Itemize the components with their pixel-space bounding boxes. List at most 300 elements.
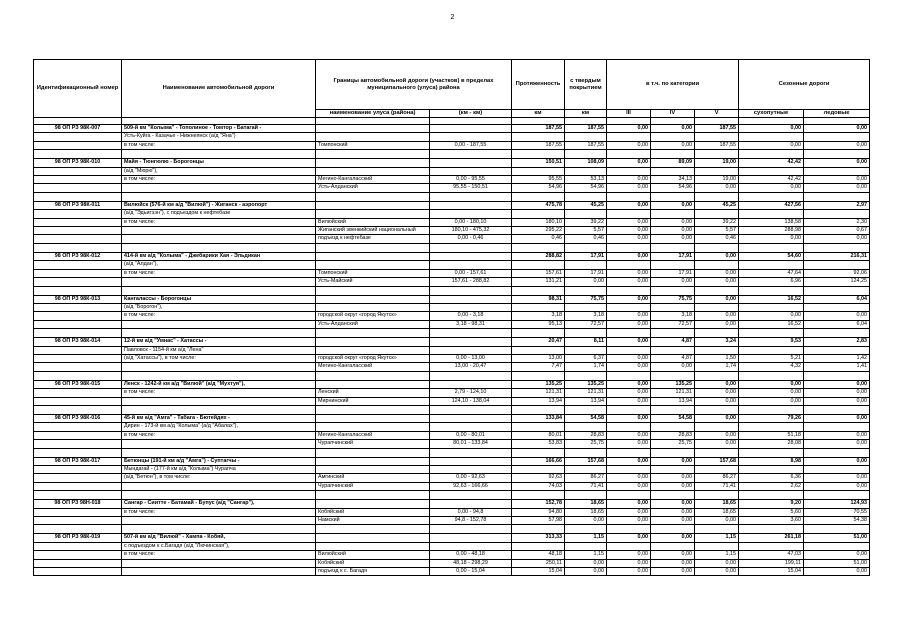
hard-km xyxy=(565,466,607,474)
spacer-cell xyxy=(512,243,565,252)
table-row xyxy=(34,414,870,422)
table-row xyxy=(34,466,870,474)
spacer-cell xyxy=(804,329,870,338)
cat5-km: 0,00 xyxy=(695,440,739,448)
cat5-km: 3,24 xyxy=(695,338,739,346)
table-row xyxy=(34,559,870,567)
table-row xyxy=(34,440,870,448)
hard-km: 17,91 xyxy=(565,269,607,277)
spacer-cell xyxy=(695,405,739,414)
road-id-empty xyxy=(34,551,122,559)
cat3-km: 0,00 xyxy=(607,312,651,320)
cat5-km xyxy=(695,261,739,269)
km-range xyxy=(430,542,512,550)
road-name: Бетюнцы (191-й км а/д "Амга") - Суптагчы - xyxy=(122,457,316,465)
km-range: 3,18 - 98,31 xyxy=(430,320,512,328)
district-name xyxy=(316,159,430,167)
road-name xyxy=(122,482,316,490)
km-range xyxy=(430,261,512,269)
spacer-cell xyxy=(34,405,122,414)
cat4-km: 0,00 xyxy=(651,218,695,226)
table-row xyxy=(34,235,870,243)
hard-km: 157,68 xyxy=(565,457,607,465)
spacer-cell xyxy=(607,243,651,252)
table-row xyxy=(34,295,870,303)
header-cat3: III xyxy=(607,110,651,118)
cat5-km: 187,55 xyxy=(695,141,739,149)
spacer-cell xyxy=(316,329,430,338)
dry-km: 2,62 xyxy=(739,482,804,490)
hard-km xyxy=(565,423,607,431)
length-km: 54,96 xyxy=(512,184,565,192)
ice-km: 2,83 xyxy=(804,338,870,346)
cat3-km xyxy=(607,542,651,550)
road-name: 414-й км а/д "Колыма" - Джебарики Хая - Эльдикан xyxy=(122,252,316,260)
ice-km: 0,00 xyxy=(804,431,870,439)
spacer-cell xyxy=(695,192,739,201)
district-name xyxy=(316,210,430,218)
spacer-cell xyxy=(651,405,695,414)
spacer-cell xyxy=(695,448,739,457)
length-km: 313,33 xyxy=(512,534,565,542)
length-km: 475,78 xyxy=(512,201,565,209)
km-range xyxy=(430,534,512,542)
km-range: 157,61 - 288,82 xyxy=(430,278,512,286)
road-name: (а/д "Эдьигээн"), с подъездом к нефтебазе xyxy=(122,210,316,218)
dry-km: 8,98 xyxy=(739,457,804,465)
hard-km: 25,75 xyxy=(565,440,607,448)
cat3-km: 0,00 xyxy=(607,363,651,371)
ice-km: 0,00 xyxy=(804,482,870,490)
district-name: Амгинский xyxy=(316,474,430,482)
cat4-km: 17,91 xyxy=(651,252,695,260)
spacer-cell xyxy=(512,286,565,295)
road-id-empty xyxy=(34,482,122,490)
cat3-km: 0,00 xyxy=(607,482,651,490)
hard-km: 0,00 xyxy=(565,568,607,576)
spacer-cell xyxy=(316,405,430,414)
road-id-empty xyxy=(34,184,122,192)
hard-km: 71,41 xyxy=(565,482,607,490)
road-name: в том числе: xyxy=(122,431,316,439)
km-range xyxy=(430,125,512,133)
cat4-km: 0,00 xyxy=(651,125,695,133)
table-row xyxy=(34,500,870,508)
cat3-km: 0,00 xyxy=(607,389,651,397)
spacer-row xyxy=(34,525,870,534)
cat5-km xyxy=(695,466,739,474)
district-name xyxy=(316,414,430,422)
spacer-row xyxy=(34,150,870,159)
spacer-cell xyxy=(739,371,804,380)
cat3-km: 0,00 xyxy=(607,551,651,559)
table-row xyxy=(34,125,870,133)
cat3-km: 0,00 xyxy=(607,252,651,260)
spacer-cell xyxy=(316,150,430,159)
dry-km: 138,58 xyxy=(739,218,804,226)
page-number: 2 xyxy=(450,14,455,21)
spacer-cell xyxy=(804,150,870,159)
table-row xyxy=(34,227,870,235)
road-id-empty xyxy=(34,466,122,474)
cat3-km: 0,00 xyxy=(607,354,651,362)
ice-km: 1,41 xyxy=(804,363,870,371)
spacer-cell xyxy=(739,150,804,159)
hard-km: 75,75 xyxy=(565,295,607,303)
ice-km: 0,67 xyxy=(804,227,870,235)
spacer-cell xyxy=(739,448,804,457)
cat4-km: 0,00 xyxy=(651,235,695,243)
road-id-empty xyxy=(34,568,122,576)
cat4-km: 121,31 xyxy=(651,389,695,397)
hard-km: 18,65 xyxy=(565,508,607,516)
dry-km: 54,60 xyxy=(739,252,804,260)
cat4-km xyxy=(651,261,695,269)
table-row xyxy=(34,269,870,277)
length-km: 48,18 xyxy=(512,551,565,559)
km-range xyxy=(430,133,512,141)
spacer-cell xyxy=(565,150,607,159)
spacer-cell xyxy=(316,192,430,201)
dry-km xyxy=(739,542,804,550)
cat4-km: 72,57 xyxy=(651,320,695,328)
cat4-km: 0,00 xyxy=(651,278,695,286)
cat4-km: 28,83 xyxy=(651,431,695,439)
length-km: 53,83 xyxy=(512,440,565,448)
length-km: 187,55 xyxy=(512,125,565,133)
spacer-cell xyxy=(695,286,739,295)
cat4-km: 4,87 xyxy=(651,338,695,346)
district-name xyxy=(316,261,430,269)
header-bounds: Границы автомобильной дороги (участков) в пределах муниципального (улуса) района xyxy=(316,60,512,110)
road-id-empty xyxy=(34,141,122,149)
table-row xyxy=(34,397,870,405)
ice-km xyxy=(804,346,870,354)
table-row xyxy=(34,303,870,311)
table-row xyxy=(34,534,870,542)
length-km: 295,22 xyxy=(512,227,565,235)
spacer-cell xyxy=(607,448,651,457)
district-name: Томпонский xyxy=(316,269,430,277)
cat3-km: 0,00 xyxy=(607,380,651,388)
spacer-cell xyxy=(316,286,430,295)
road-id-empty xyxy=(34,261,122,269)
spacer-cell xyxy=(430,405,512,414)
km-range xyxy=(430,500,512,508)
table-row xyxy=(34,482,870,490)
cat4-km: 13,94 xyxy=(651,397,695,405)
district-name: городской округ «город Якутск» xyxy=(316,312,430,320)
header-seasonal: Сезонные дороги xyxy=(739,60,870,110)
cat4-km: 0,00 xyxy=(651,482,695,490)
hard-km: 8,11 xyxy=(565,338,607,346)
district-name: Мирнинский xyxy=(316,397,430,405)
spacer-cell xyxy=(430,243,512,252)
hard-km xyxy=(565,210,607,218)
ice-km: 0,00 xyxy=(804,457,870,465)
table-row xyxy=(34,551,870,559)
table-row xyxy=(34,133,870,141)
road-id: 98 ОП РЗ 98К-017 xyxy=(34,457,122,465)
spacer-cell xyxy=(565,448,607,457)
spacer-cell xyxy=(804,525,870,534)
ice-km: 70,55 xyxy=(804,508,870,516)
cat5-km: 0,00 xyxy=(695,414,739,422)
road-id-empty xyxy=(34,176,122,184)
spacer-cell xyxy=(739,525,804,534)
hard-km: 17,91 xyxy=(565,252,607,260)
hard-km: 135,25 xyxy=(565,380,607,388)
spacer-row xyxy=(34,371,870,380)
table-row xyxy=(34,431,870,439)
district-name xyxy=(316,125,430,133)
dry-km: 47,03 xyxy=(739,551,804,559)
km-range xyxy=(430,457,512,465)
district-name xyxy=(316,542,430,550)
district-name: подъезд к нефтебазе xyxy=(316,235,430,243)
cat5-km xyxy=(695,542,739,550)
header-district: наименование улуса (района) xyxy=(316,110,430,118)
cat5-km: 1,15 xyxy=(695,534,739,542)
road-id-empty xyxy=(34,423,122,431)
cat4-km: 54,58 xyxy=(651,414,695,422)
hard-km xyxy=(565,261,607,269)
ice-km: 0,00 xyxy=(804,312,870,320)
spacer-cell xyxy=(804,243,870,252)
km-range xyxy=(430,414,512,422)
dry-km: 6,36 xyxy=(739,474,804,482)
spacer-cell xyxy=(739,192,804,201)
cat5-km xyxy=(695,303,739,311)
road-id-empty xyxy=(34,397,122,405)
cat3-km: 0,00 xyxy=(607,227,651,235)
cat4-km: 0,00 xyxy=(651,201,695,209)
cat5-km: 0,00 xyxy=(695,295,739,303)
road-name xyxy=(122,227,316,235)
road-id-empty xyxy=(34,440,122,448)
cat3-km: 0,00 xyxy=(607,184,651,192)
cat4-km: 135,25 xyxy=(651,380,695,388)
road-id-empty xyxy=(34,559,122,567)
cat5-km: 1,50 xyxy=(695,354,739,362)
km-range xyxy=(430,159,512,167)
road-id-empty xyxy=(34,210,122,218)
table-row xyxy=(34,176,870,184)
road-name: Майя - Тюнгюлю - Борогонцы xyxy=(122,159,316,167)
dry-km: 9,20 xyxy=(739,500,804,508)
table-row xyxy=(34,159,870,167)
district-name: Усть-Алданский xyxy=(316,184,430,192)
road-id-empty xyxy=(34,303,122,311)
road-id-empty xyxy=(34,227,122,235)
cat4-km: 54,96 xyxy=(651,184,695,192)
dry-km: 0,00 xyxy=(739,184,804,192)
spacer-cell xyxy=(316,448,430,457)
spacer-row xyxy=(34,491,870,500)
hard-km: 3,18 xyxy=(565,312,607,320)
road-id-empty xyxy=(34,278,122,286)
spacer-cell xyxy=(122,286,316,295)
ice-km: 51,00 xyxy=(804,559,870,567)
district-name: Вилюйский xyxy=(316,551,430,559)
length-km: 180,10 xyxy=(512,218,565,226)
cat5-km: 0,00 xyxy=(695,431,739,439)
km-range: 48,18 - 298,29 xyxy=(430,559,512,567)
ice-km: 2,30 xyxy=(804,218,870,226)
length-km: 166,66 xyxy=(512,457,565,465)
km-range: 2,79 - 124,10 xyxy=(430,389,512,397)
spacer-cell xyxy=(565,371,607,380)
cat5-km xyxy=(695,423,739,431)
hard-km: 53,13 xyxy=(565,176,607,184)
spacer-cell xyxy=(34,371,122,380)
table-row xyxy=(34,517,870,525)
spacer-cell xyxy=(739,286,804,295)
table-row xyxy=(34,184,870,192)
cat4-km: 0,00 xyxy=(651,227,695,235)
road-name: Дирин - 173-й км а/д "Колыма" (а/д "Абалах"), xyxy=(122,423,316,431)
length-km: 80,01 xyxy=(512,431,565,439)
district-name: подъезд к с. Багадя xyxy=(316,568,430,576)
spacer-cell xyxy=(34,150,122,159)
district-name: городской округ «город Якутск» xyxy=(316,354,430,362)
spacer-cell xyxy=(607,371,651,380)
spacer-cell xyxy=(739,405,804,414)
dry-km: 42,42 xyxy=(739,176,804,184)
dry-km: 16,52 xyxy=(739,320,804,328)
length-km: 187,55 xyxy=(512,141,565,149)
header-km-range: (км - км) xyxy=(430,110,512,118)
spacer-cell xyxy=(607,491,651,500)
road-name: в том числе: xyxy=(122,218,316,226)
header-km1: км xyxy=(512,110,565,118)
table-row xyxy=(34,508,870,516)
road-id-empty xyxy=(34,363,122,371)
cat4-km xyxy=(651,167,695,175)
spacer-cell xyxy=(804,448,870,457)
km-range: 0,00 - 95,55 xyxy=(430,176,512,184)
cat4-km xyxy=(651,303,695,311)
road-name xyxy=(122,363,316,371)
road-name: в том числе: xyxy=(122,141,316,149)
cat3-km: 0,00 xyxy=(607,218,651,226)
road-name: 45-й км а/д "Амга" - Табага - Бютейдях - xyxy=(122,414,316,422)
spacer-cell xyxy=(122,448,316,457)
table-row xyxy=(34,167,870,175)
spacer-cell xyxy=(122,405,316,414)
road-id-empty xyxy=(34,389,122,397)
spacer-cell xyxy=(804,192,870,201)
ice-km: 0,00 xyxy=(804,235,870,243)
dry-km xyxy=(739,423,804,431)
spacer-cell xyxy=(565,286,607,295)
km-range xyxy=(430,466,512,474)
cat4-km: 34,13 xyxy=(651,176,695,184)
hard-km: 0,00 xyxy=(565,559,607,567)
cat3-km: 0,00 xyxy=(607,534,651,542)
road-name xyxy=(122,397,316,405)
hard-km: 1,74 xyxy=(565,363,607,371)
length-km: 250,11 xyxy=(512,559,565,567)
roads-table-frame xyxy=(33,59,869,576)
cat4-km: 0,00 xyxy=(651,534,695,542)
cat4-km: 0,00 xyxy=(651,508,695,516)
hard-km: 187,55 xyxy=(565,141,607,149)
road-id: 98 ОП РЗ 98К-013 xyxy=(34,295,122,303)
cat5-km: 0,00 xyxy=(695,380,739,388)
hard-km: 86,27 xyxy=(565,474,607,482)
length-km: 133,84 xyxy=(512,414,565,422)
dry-km: 28,08 xyxy=(739,440,804,448)
km-range: 0,00 - 180,10 xyxy=(430,218,512,226)
spacer-cell xyxy=(804,405,870,414)
dry-km: 427,56 xyxy=(739,201,804,209)
spacer-cell xyxy=(430,329,512,338)
spacer-cell xyxy=(512,371,565,380)
road-id-empty xyxy=(34,269,122,277)
cat3-km: 0,00 xyxy=(607,474,651,482)
table-row xyxy=(34,346,870,354)
km-range xyxy=(430,423,512,431)
hard-km: 39,22 xyxy=(565,218,607,226)
district-name: Томпонский xyxy=(316,141,430,149)
cat3-km xyxy=(607,261,651,269)
dry-km: 0,00 xyxy=(739,125,804,133)
spacer-cell xyxy=(565,491,607,500)
dry-km: 79,26 xyxy=(739,414,804,422)
km-range: 0,00 - 157,61 xyxy=(430,269,512,277)
hard-km: 45,25 xyxy=(565,201,607,209)
spacer-cell xyxy=(651,448,695,457)
spacer-cell xyxy=(122,525,316,534)
km-range: 0,00 - 15,04 xyxy=(430,568,512,576)
km-range: 0,00 - 92,63 xyxy=(430,474,512,482)
cat3-km: 0,00 xyxy=(607,431,651,439)
road-name xyxy=(122,559,316,567)
road-id-empty xyxy=(34,508,122,516)
km-range: 92,63 - 166,66 xyxy=(430,482,512,490)
spacer-cell xyxy=(316,525,430,534)
spacer-cell xyxy=(739,329,804,338)
cat3-km xyxy=(607,167,651,175)
cat5-km: 86,27 xyxy=(695,474,739,482)
ice-km: 2,97 xyxy=(804,201,870,209)
spacer-row xyxy=(34,448,870,457)
table-row xyxy=(34,363,870,371)
cat5-km: 18,65 xyxy=(695,508,739,516)
header-name: Наименование автомобильной дороги xyxy=(122,60,316,118)
cat3-km xyxy=(607,423,651,431)
dry-km: 0,00 xyxy=(739,380,804,388)
length-km: 152,78 xyxy=(512,500,565,508)
spacer-cell xyxy=(430,286,512,295)
spacer-cell xyxy=(565,525,607,534)
ice-km: 1,42 xyxy=(804,354,870,362)
road-id-empty xyxy=(34,133,122,141)
length-km: 57,98 xyxy=(512,517,565,525)
ice-km: 124,25 xyxy=(804,278,870,286)
dry-km: 6,96 xyxy=(739,278,804,286)
spacer-cell xyxy=(512,150,565,159)
road-id-empty xyxy=(34,346,122,354)
cat3-km: 0,00 xyxy=(607,397,651,405)
ice-km: 0,00 xyxy=(804,568,870,576)
table-row xyxy=(34,338,870,346)
road-name: в том числе: xyxy=(122,551,316,559)
table-row xyxy=(34,568,870,576)
header-km2: км xyxy=(565,110,607,118)
spacer-cell xyxy=(695,243,739,252)
